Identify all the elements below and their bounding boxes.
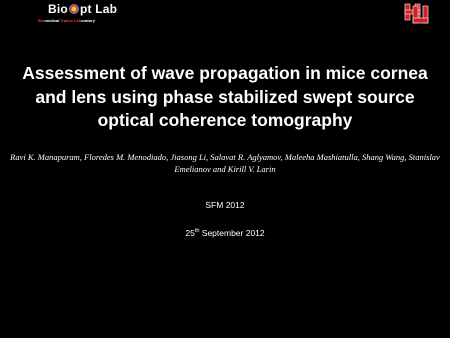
conference-name: SFM 2012 (205, 200, 245, 210)
date-ordinal-suffix: th (194, 228, 200, 234)
lab-logo-subtitle-bio: Bio (38, 18, 45, 23)
eye-lens-icon (69, 4, 79, 14)
lab-logo-text-lab: Lab (91, 2, 118, 16)
lab-logo-text-pt: pt (79, 2, 92, 16)
lab-logo-subtitle (38, 18, 95, 23)
lab-logo-subtitle-medical: medical (44, 18, 61, 23)
slide-title: Assessment of wave propagation in mice cornea and lens using phase stabilized swept source optical coherence tomography (22, 63, 428, 130)
lab-logo-subtitle-optics: Optics (60, 18, 75, 23)
university-interlocking-uh-logo-icon (404, 2, 430, 24)
author-list: Ravi K. Manapuram, Floredes M. Menodiado, Jiasong Li, Salavat R. Aglyamov, Maleeha Mashiatulla, Shang Wang, Stanislav Emelianov and Kirill V. Larin (10, 152, 440, 174)
lab-logo-subtitle-lab: Lab (74, 18, 82, 23)
university-logo (404, 2, 430, 24)
lab-logo-text-bio: Bio (48, 2, 68, 16)
lab-logo-wordmark (48, 2, 117, 16)
date-month-year: September 2012 (199, 228, 265, 238)
presentation-date (0, 228, 450, 238)
lab-logo-subtitle-oratory: oratory (81, 18, 95, 23)
bio-optics-lab-logo (36, 2, 126, 28)
date-day: 25 (185, 228, 195, 238)
